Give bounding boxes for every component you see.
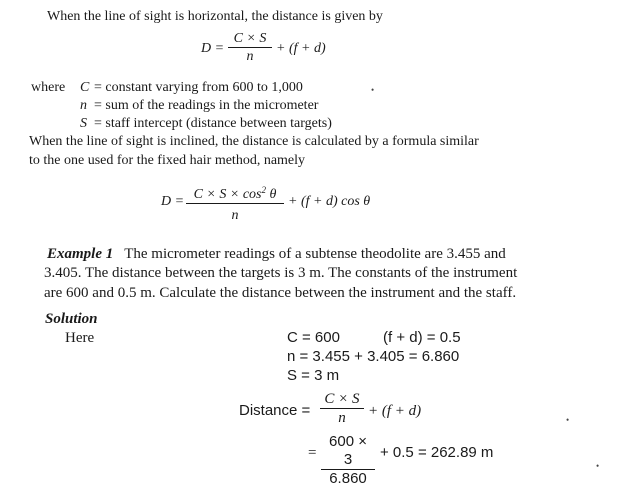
def-symbol-n: n (80, 98, 87, 113)
intro-text: When the line of sight is horizontal, the distance is given by (47, 9, 383, 24)
def-symbol-c: C (80, 80, 90, 95)
solution-row-fd: (f + d) = 0.5 (383, 329, 461, 346)
solution-heading: Solution (45, 311, 98, 327)
formula2-numerator-main: C × S × cos (193, 187, 262, 202)
formula2-numerator (186, 182, 284, 203)
numeric-fraction (321, 433, 375, 488)
result-text: + 0.5 = 262.89 m (380, 444, 494, 461)
solution-row-n: n = 3.455 + 3.405 = 6.860 (287, 348, 460, 365)
numeric-denominator: 6.860 (329, 470, 367, 487)
scan-speck: • (566, 415, 570, 425)
distance-denominator: n (338, 410, 346, 426)
formula1-numerator: C × S (233, 31, 267, 46)
distance-numerator: C × S (324, 391, 360, 407)
example-label: Example 1 (47, 246, 114, 262)
formula2-lhs: D = (161, 194, 185, 209)
example-line-3: are 600 and 0.5 m. Calculate the distance between the instrument and the staff. (44, 285, 517, 301)
def-text-s: = staff intercept (distance between targets) (94, 116, 332, 131)
def-text-c: = constant varying from 600 to 1,000 (94, 80, 303, 95)
where-label: where (31, 80, 66, 95)
distance-tail: + (f + d) (368, 403, 422, 419)
def-symbol-s: S (80, 116, 87, 131)
solution-here: Here (65, 330, 95, 346)
scan-speck: • (371, 85, 375, 95)
solution-row-c: C = 600 (287, 329, 340, 346)
distance-label: Distance = (239, 402, 311, 419)
example-line-1 (47, 245, 506, 263)
inclined-line-1: When the line of sight is inclined, the distance is calculated by a formula similar (29, 134, 479, 149)
scan-speck: • (596, 461, 600, 471)
formula1-fraction (228, 30, 272, 65)
example-line-2: 3.405. The distance between the targets is 3 m. The constants of the instrument (44, 265, 518, 281)
def-text-n: = sum of the readings in the micrometer (94, 98, 319, 113)
formula2-tail: + (f + d) cos θ (288, 194, 371, 209)
formula1-lhs: D = (201, 41, 225, 56)
inclined-line-2: to the one used for the fixed hair method, namely (29, 153, 306, 168)
distance-fraction (320, 390, 364, 427)
numeric-numerator: 600 × 3 (329, 433, 367, 468)
formula2-fraction (186, 182, 284, 224)
formula2-denominator: n (231, 208, 239, 223)
formula1-denominator: n (246, 49, 254, 64)
formula1-tail: + (f + d) (276, 41, 326, 56)
formula2-fraction-bar (186, 203, 284, 204)
formula2-numerator-sup: 2 (261, 185, 266, 195)
result-equals: = (308, 445, 317, 461)
solution-row-s: S = 3 m (287, 367, 340, 384)
formula2-numerator-theta: θ (269, 187, 277, 202)
example-text-1: The micrometer readings of a subtense theodolite are 3.455 and (124, 246, 506, 262)
